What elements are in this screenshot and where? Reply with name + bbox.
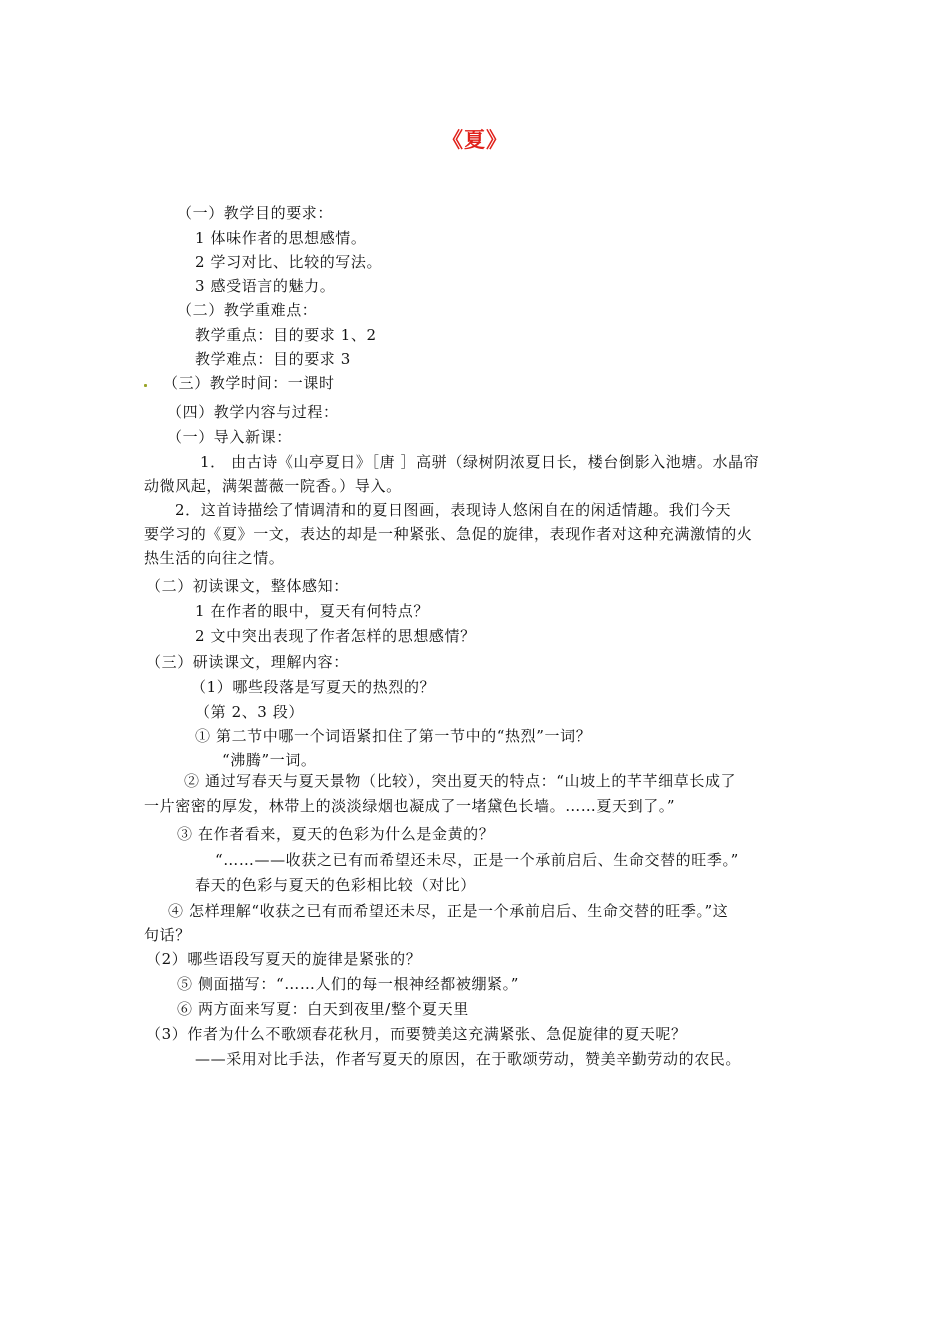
- section-heading: （四）教学内容与过程：: [167, 403, 339, 421]
- paragraph-line: 一片密密的厚发，林带上的淡淡绿烟也凝成了一堵黛色长墙。……夏天到了。”: [144, 797, 676, 815]
- text-line: 2 文中突出表现了作者怎样的思想感情？: [195, 627, 476, 645]
- section-heading: （2）哪些语段写夏天的旋律是紧张的？: [146, 950, 422, 968]
- text-line: ⑤ 侧面描写：“……人们的每一根神经都被绷紧。”: [177, 975, 520, 993]
- paragraph-line: 要学习的《夏》一文，表达的却是一种紧张、急促的旋律，表现作者对这种充满激情的火: [144, 525, 753, 543]
- section-heading: （三）教学时间：一课时: [163, 374, 335, 392]
- section-heading: （二）教学重难点：: [177, 301, 318, 319]
- answer-line: ——采用对比手法，作者写夏天的原因，在于歌颂劳动，赞美辛勤劳动的农民。: [195, 1050, 742, 1068]
- text-line: 1 体味作者的思想感情。: [195, 229, 367, 247]
- answer-line: （第 2、3 段）: [195, 703, 305, 721]
- paragraph-line: 1． 由古诗《山亭夏日》［唐 ］高骈（绿树阴浓夏日长，楼台倒影入池塘。水晶帘: [200, 453, 760, 471]
- answer-line: “沸腾”一词。: [222, 751, 317, 769]
- text-line: 1 在作者的眼中，夏天有何特点？: [195, 602, 429, 620]
- paragraph-line: 2．这首诗描绘了情调清和的夏日图画，表现诗人悠闲自在的闲适情趣。我们今天: [175, 501, 732, 519]
- text-line: 教学重点：目的要求 1、2: [195, 326, 377, 344]
- section-heading: （二）初读课文，整体感知：: [146, 577, 349, 595]
- paragraph-line: 动微风起，满架蔷薇一院香。）导入。: [144, 477, 402, 495]
- scan-speck: [144, 384, 147, 387]
- paragraph-line: ④ 怎样理解“收获之已有而希望还未尽，正是一个承前启后、生命交替的旺季。”这: [168, 902, 729, 920]
- question-line: （1）哪些段落是写夏天的热烈的？: [191, 678, 436, 696]
- text-line: ⑥ 两方面来写夏：白天到夜里/整个夏天里: [177, 1000, 469, 1018]
- document-title: 《夏》: [442, 128, 508, 152]
- section-heading: （三）研读课文，理解内容：: [146, 653, 349, 671]
- question-line: ③ 在作者看来，夏天的色彩为什么是金黄的？: [177, 825, 495, 843]
- text-line: 2 学习对比、比较的写法。: [195, 253, 383, 271]
- text-line: 春天的色彩与夏天的色彩相比较（对比）: [195, 876, 476, 894]
- paragraph-line: ② 通过写春天与夏天景物（比较），突出夏天的特点：“山坡上的芊芊细草长成了: [184, 772, 737, 790]
- quote-line: “……——收获之已有而希望还未尽，正是一个承前启后、生命交替的旺季。”: [215, 851, 739, 869]
- text-line: 教学难点：目的要求 3: [195, 350, 351, 368]
- text-line: 3 感受语言的魅力。: [195, 277, 336, 295]
- section-heading: （一）教学目的要求：: [177, 204, 334, 222]
- paragraph-line: 热生活的向往之情。: [144, 549, 285, 567]
- question-line: ① 第二节中哪一个词语紧扣住了第一节中的“热烈”一词？: [195, 727, 592, 745]
- section-heading: （3）作者为什么不歌颂春花秋月，而要赞美这充满紧张、急促旋律的夏天呢？: [146, 1025, 687, 1043]
- paragraph-line: 句话？: [144, 926, 191, 944]
- section-heading: （一）导入新课：: [167, 428, 292, 446]
